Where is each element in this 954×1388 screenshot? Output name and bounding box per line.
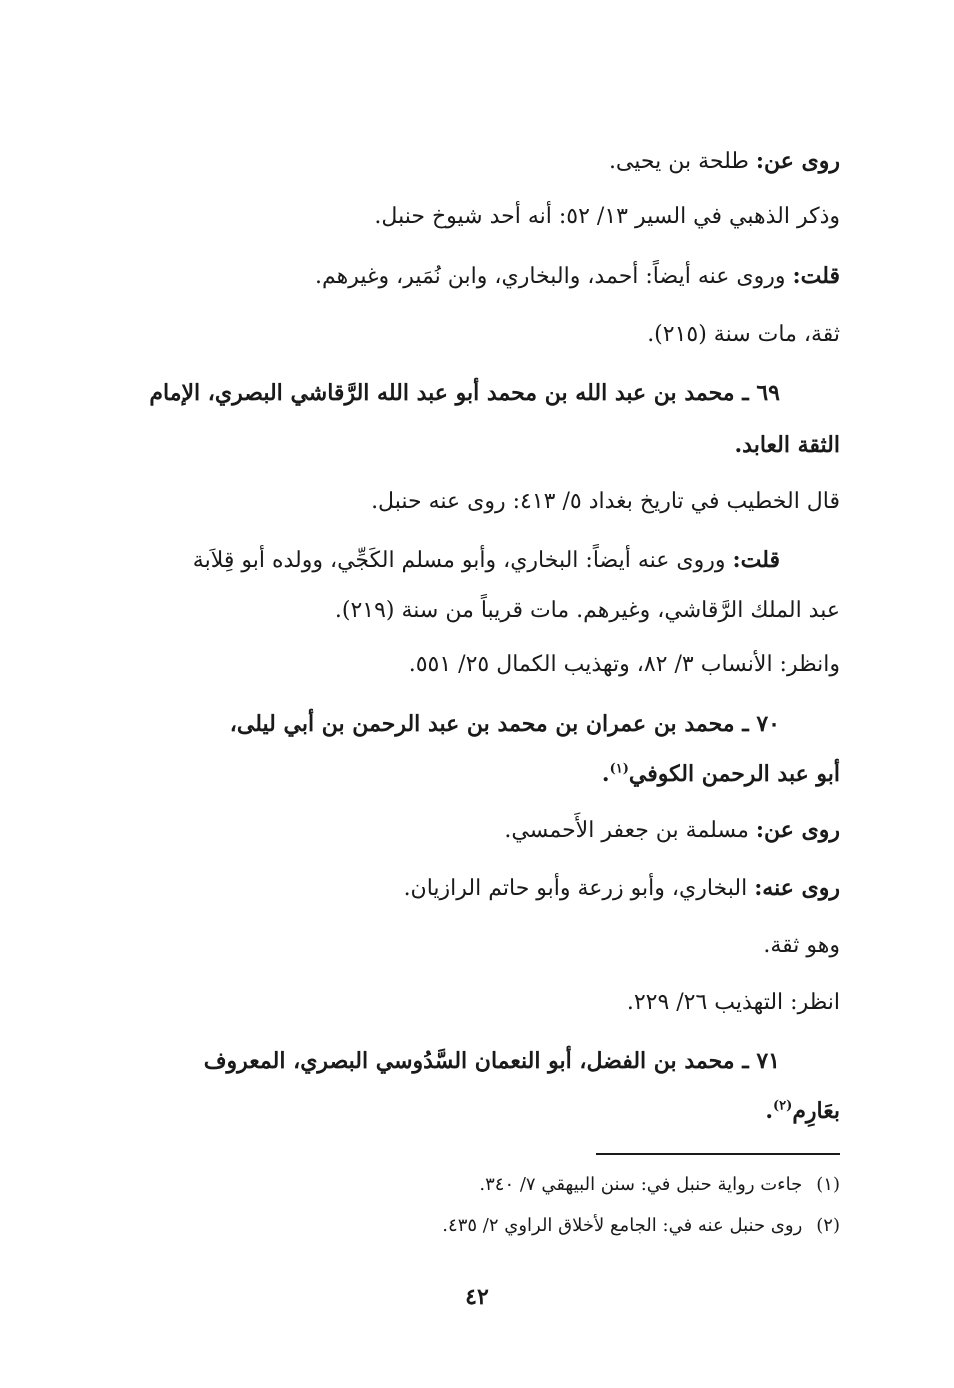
footnote-number: (٢) <box>816 1215 840 1236</box>
paragraph-text: وروى عنه أيضاً: البخاري، وأبو مسلم الكَجِّي، وولده أبو قِلاَبة <box>192 548 733 573</box>
paragraph-ansab <box>110 649 900 681</box>
entry-69 <box>110 377 840 461</box>
paragraph-rawa-an-2 <box>110 814 900 847</box>
paragraph-label: روى عن: <box>755 817 840 843</box>
footnote-text: روى حنبل عنه في: الجامع لأخلاق الراوي ٢/ ٤٣٥. <box>442 1215 803 1236</box>
paragraph-text: قال الخطيب في تاريخ بغداد ٥/ ٤١٣: روى عنه حنبل. <box>371 489 840 514</box>
paragraph-dhahabi <box>110 201 900 233</box>
paragraph-label: روى عنه: <box>754 875 840 901</box>
entry-heading-end: . <box>601 761 610 787</box>
paragraph-thiqa <box>110 319 900 351</box>
paragraph-khatib <box>110 486 900 518</box>
entry-heading-text: أبو عبد الرحمن الكوفي <box>628 761 840 787</box>
paragraph-line: عبد الملك الرَّقاشي، وغيرهم. مات قريباً من سنة (٢١٩). <box>334 598 840 623</box>
entry-70 <box>110 708 840 790</box>
paragraph-wa-huwa-thiqa <box>110 930 900 962</box>
footnote-ref-2: (٢) <box>773 1098 793 1114</box>
paragraph-label: قلت: <box>792 263 840 289</box>
paragraph-text: وذكر الذهبي في السير ١٣/ ٥٢: أنه أحد شيوخ حنبل. <box>374 204 840 229</box>
entry-heading-line <box>110 758 840 790</box>
page-number: ٤٢ <box>465 1284 489 1310</box>
footnote-divider <box>596 1153 840 1155</box>
paragraph-line <box>110 544 840 577</box>
entry-heading-line: ٦٩ ـ محمد بن عبد الله بن محمد أبو عبد الله الرَّقاشي البصري، الإمام <box>149 380 780 406</box>
footnote-2 <box>110 1213 840 1239</box>
paragraph-text: البخاري، وأبو زرعة وأبو حاتم الرازيان. <box>403 876 755 901</box>
footnote-text: جاءت رواية حنبل في: سنن البيهقي ٧/ ٣٤٠. <box>479 1174 803 1195</box>
paragraph-tahdhib <box>110 987 900 1019</box>
paragraph-text: ثقة، مات سنة (٢١٥). <box>647 322 840 347</box>
entry-heading-line: ٧١ ـ محمد بن الفضل، أبو النعمان السَّدُوسي البصري، المعروف <box>203 1048 780 1074</box>
footnote-number: (١) <box>816 1174 840 1195</box>
paragraph-label: قلت: <box>732 547 780 573</box>
paragraph-rawa-an <box>110 145 900 178</box>
paragraph-text: وهو ثقة. <box>763 933 840 958</box>
paragraph-text: انظر: التهذيب ٢٦/ ٢٢٩. <box>626 990 840 1015</box>
entry-heading-text: بعَارِم <box>792 1098 840 1124</box>
paragraph-qultu-1 <box>110 260 900 293</box>
entry-heading-end: . <box>765 1098 774 1124</box>
footnote-1 <box>110 1172 840 1198</box>
footnote-ref-1: (١) <box>609 761 629 777</box>
entry-heading-line: الثقة العابد. <box>734 432 840 458</box>
paragraph-text: وروى عنه أيضاً: أحمد، والبخاري، وابن نُمَير، وغيرهم. <box>314 264 793 289</box>
paragraph-text: طلحة بن يحيى. <box>608 149 756 174</box>
paragraph-label: روى عن: <box>755 148 840 174</box>
entry-71 <box>110 1045 840 1127</box>
paragraph-qultu-2 <box>110 544 840 627</box>
paragraph-rawa-anhu <box>110 872 900 905</box>
entry-heading-line: ٧٠ ـ محمد بن عمران بن محمد بن عبد الرحمن بن أبي ليلى، <box>229 711 780 737</box>
entry-heading-line <box>110 1095 840 1127</box>
paragraph-text: وانظر: الأنساب ٣/ ٨٢، وتهذيب الكمال ٢٥/ ٥٥١. <box>408 652 840 677</box>
paragraph-text: مسلمة بن جعفر الأَحمسي. <box>504 818 756 843</box>
